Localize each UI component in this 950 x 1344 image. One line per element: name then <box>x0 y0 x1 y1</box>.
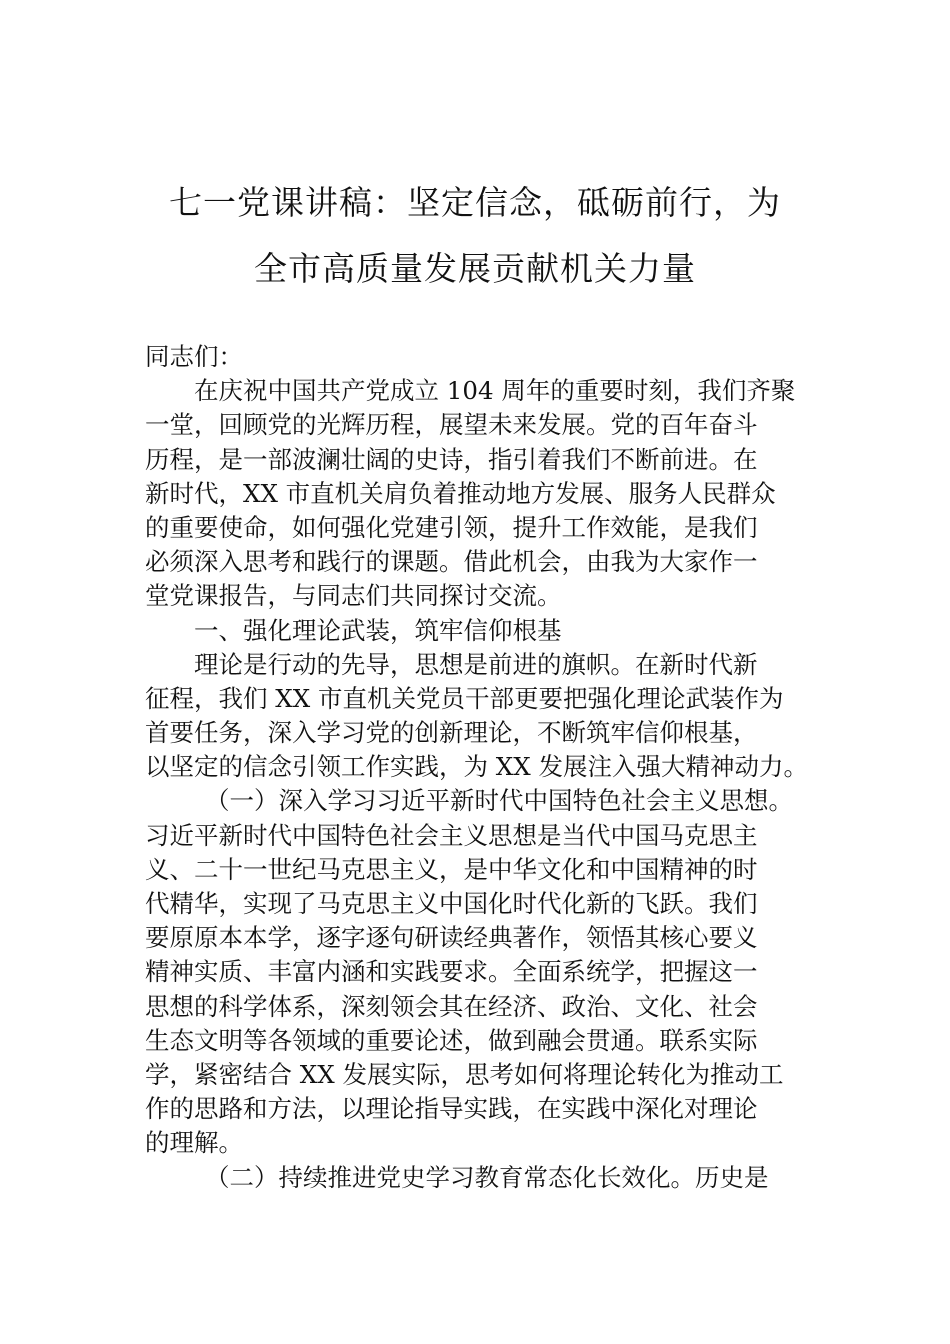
paragraph-line: 学，紧密结合 XX 发展实际，思考如何将理论转化为推动工 <box>145 1059 784 1089</box>
paragraph-line: 理论是行动的先导，思想是前进的旗帜。在新时代新 <box>194 649 758 679</box>
paragraph-line: 首要任务，深入学习党的创新理论，不断筑牢信仰根基， <box>145 718 758 748</box>
paragraph-line: 历程，是一部波澜壮阔的史诗，指引着我们不断前进。在 <box>145 444 758 474</box>
paragraph-line: （二）持续推进党史学习教育常态化长效化。历史是 <box>205 1162 769 1192</box>
paragraph-line: （一）深入学习习近平新时代中国特色社会主义思想。 <box>205 786 793 816</box>
title-line-2: 全市高质量发展贡献机关力量 <box>254 249 696 288</box>
paragraph-line: 征程，我们 XX 市直机关党员干部更要把强化理论武装作为 <box>145 683 784 713</box>
paragraph-line: 堂党课报告，与同志们共同探讨交流。 <box>145 581 562 611</box>
paragraph-line: 必须深入思考和践行的课题。借此机会，由我为大家作一 <box>145 547 758 577</box>
paragraph-line: 思想的科学体系，深刻领会其在经济、政治、文化、社会 <box>145 991 758 1021</box>
paragraph-line: 要原原本本学，逐字逐句研读经典著作，领悟其核心要义 <box>145 923 758 953</box>
section-heading: 一、强化理论武装，筑牢信仰根基 <box>194 615 562 645</box>
paragraph-line: 生态文明等各领域的重要论述，做到融会贯通。联系实际 <box>145 1025 758 1055</box>
title-line-1: 七一党课讲稿：坚定信念，砥砺前行，为 <box>169 183 781 222</box>
salutation: 同志们： <box>145 342 243 371</box>
paragraph-line: 义、二十一世纪马克思主义，是中华文化和中国精神的时 <box>145 854 758 884</box>
paragraph-line: 的重要使命，如何强化党建引领，提升工作效能，是我们 <box>145 512 758 542</box>
paragraph-line: 习近平新时代中国特色社会主义思想是当代中国马克思主 <box>145 820 758 850</box>
paragraph-line: 在庆祝中国共产党成立 104 周年的重要时刻，我们齐聚 <box>194 376 796 406</box>
paragraph-line: 一堂，回顾党的光辉历程，展望未来发展。党的百年奋斗 <box>145 410 758 440</box>
paragraph-line: 精神实质、丰富内涵和实践要求。全面系统学，把握这一 <box>145 957 758 987</box>
document-title <box>120 170 830 302</box>
paragraph-line: 代精华，实现了马克思主义中国化时代化新的飞跃。我们 <box>145 889 758 918</box>
paragraph-line: 的理解。 <box>145 1128 243 1158</box>
paragraph-line: 新时代，XX 市直机关肩负着推动地方发展、服务人民群众 <box>145 478 776 508</box>
paragraph-line: 以坚定的信念引领工作实践，为 XX 发展注入强大精神动力。 <box>145 752 808 782</box>
document-body <box>145 340 815 1195</box>
paragraph-line: 作的思路和方法，以理论指导实践，在实践中深化对理论 <box>145 1094 758 1124</box>
